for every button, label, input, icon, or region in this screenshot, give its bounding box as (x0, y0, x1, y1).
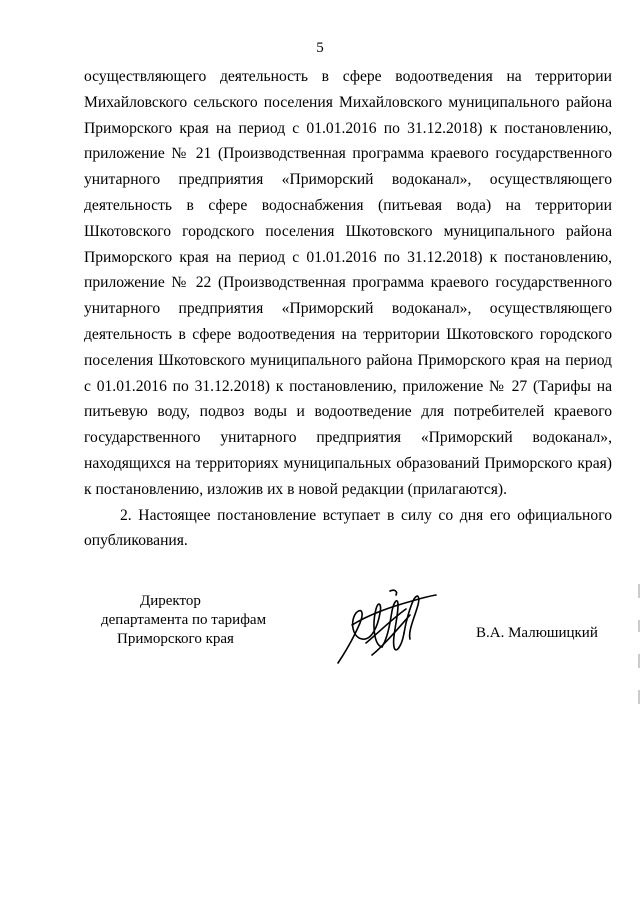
signatory-region-line: Приморского края (117, 631, 234, 647)
signatory-title-line: Директор (140, 593, 201, 609)
scan-edge-marks (634, 580, 640, 720)
paragraph-continuation: осуществляющего деятельность в сфере водоотведения на территории Михайловского сельского поселения Михайловского муниципального района Приморского края на период с 01.01.2016 по 31.12.2018) к постановлению, приложение № 21 (Производственная программа краевого государственного унитарного предприятия «Приморский водоканал», осуществляющего деятельность в сфере водоснабжения (питьевая вода) на территории Шкотовского городского поселения Шкотовского муниципального района Приморского края на период с 01.01.2016 по 31.12.2018) к постановлению, приложение № 22 (Производственная программа краевого государственного унитарного предприятия «Приморский водоканал», осуществляющего деятельность в сфере водоотведения на территории Шкотовского городского поселения Шкотовского муниципального района Приморского края на период с 01.01.2016 по 31.12.2018) к постановлению, приложение № 27 (Тарифы на питьевую воду, подвоз воды и водоотведение для потребителей краевого государственного унитарного предприятия «Приморский водоканал», находящихся на территориях муниципальных образований Приморского края) к постановлению, изложив их в новой редакции (прилагаются). (84, 68, 612, 498)
paragraph-effective-date: 2. Настоящее постановление вступает в силу со дня его официального опубликования. (84, 506, 612, 550)
document-body (84, 64, 612, 554)
page-number: 5 (316, 40, 324, 56)
signer-name: В.А. Малюшицкий (476, 625, 598, 641)
signatory-department-line: департамента по тарифам (101, 612, 267, 628)
handwritten-signature (332, 585, 440, 671)
signatory-title-block (84, 592, 294, 649)
